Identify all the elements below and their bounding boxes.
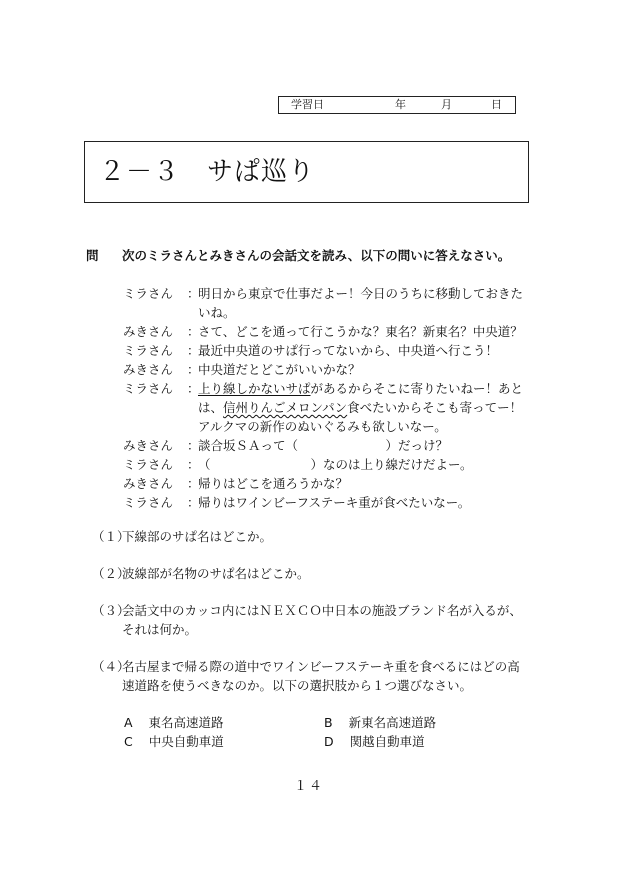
title-box (84, 141, 529, 203)
dialogue-colon: ： (187, 457, 200, 472)
dialogue-text: さて、どこを通って行こうかな？東名？新東名？中央道？ (198, 324, 523, 339)
option-label: 関越自動車道 (349, 734, 425, 749)
study-date-label: 学習日 (291, 98, 324, 111)
dialogue-speaker: みきさん (123, 324, 174, 339)
dialogue-text: 帰りはワインビーフステーキ重が食べたいなー。 (198, 495, 471, 510)
dialogue-speaker: みきさん (123, 476, 174, 491)
sub-question-text: 下線部のサぱ名はどこか。 (122, 529, 273, 544)
sub-question-number: （３） (92, 603, 130, 618)
dialogue-colon: ： (187, 324, 200, 339)
option-c (124, 732, 224, 752)
option-label: 中央自動車道 (148, 734, 224, 749)
sub-question-text: 速道路を使うべきなのか。以下の選択肢から１つ選びなさい。 (122, 678, 473, 693)
dialogue-colon: ： (187, 381, 200, 396)
dialogue-speaker: ミラさん (123, 286, 174, 301)
dialogue-text: 中央道だとどこがいいかな？ (198, 362, 361, 377)
page-number: １４ (293, 779, 324, 794)
dialogue-text: は、信州りんごメロンパン食べたいからそこも寄ってー！ (198, 400, 523, 415)
sub-question-text: それは何か。 (122, 622, 198, 637)
dialogue-colon: ： (187, 438, 200, 453)
study-date-day: 日 (491, 98, 502, 111)
option-d (324, 732, 425, 752)
question-marker: 問 (86, 248, 99, 263)
dialogue-colon: ： (187, 362, 200, 377)
dialogue-colon: ： (187, 286, 200, 301)
dialogue-text: 上り線しかないサぱがあるからそこに寄りたいねー！あと (198, 381, 524, 396)
sub-question-text: 名古屋まで帰る際の道中でワインビーフステーキ重を食べるにはどの高 (122, 659, 520, 674)
sub-question-number: （１） (92, 529, 130, 544)
dialogue-text: いね。 (198, 305, 236, 320)
option-letter: C (124, 734, 133, 749)
sub-question-number: （２） (92, 566, 130, 581)
dialogue-speaker: ミラさん (123, 381, 174, 396)
dialogue-text: アルクマの新作のぬいぐるみも欲しいなー。 (198, 419, 447, 434)
sub-question-number: （４） (92, 659, 130, 674)
dialogue-speaker: ミラさん (123, 495, 174, 510)
study-date-month: 月 (441, 98, 452, 111)
underlined-phrase: 上り線しかないサぱ (198, 381, 311, 396)
dialogue-speaker: ミラさん (123, 343, 174, 358)
option-label: 新東名高速道路 (348, 715, 437, 730)
dialogue-colon: ： (187, 343, 200, 358)
page-title: ２－３ サぱ巡り (99, 157, 316, 187)
study-date-box (278, 96, 516, 114)
option-b (324, 713, 436, 733)
dialogue-speaker: みきさん (123, 362, 174, 377)
option-letter: D (324, 734, 334, 749)
sub-question-text: 会話文中のカッコ内にはＮＥＸＣＯ中日本の施設ブランド名が入るが、 (122, 603, 522, 618)
question-instruction: 次のミラさんとみきさんの会話文を読み、以下の問いに答えなさい。 (122, 248, 511, 263)
dialogue-text: 談合坂ＳＡって（ ）だっけ？ (198, 438, 449, 453)
option-a (124, 713, 224, 733)
option-letter: A (124, 715, 133, 730)
option-letter: B (324, 715, 333, 730)
study-date-year: 年 (395, 98, 406, 111)
option-label: 東名高速道路 (148, 715, 224, 730)
dialogue-text: 帰りはどこを通ろうかな？ (198, 476, 349, 491)
dialogue-text: （ ）なのは上り線だけだよー。 (198, 457, 473, 472)
dialogue-speaker: ミラさん (123, 457, 174, 472)
dialogue-text: 最近中央道のサぱ行ってないから、中央道へ行こう！ (198, 343, 499, 358)
dialogue-colon: ： (187, 495, 200, 510)
sub-question-text: 波線部が名物のサぱ名はどこか。 (122, 566, 310, 581)
dialogue-speaker: みきさん (123, 438, 174, 453)
dialogue-colon: ： (187, 476, 200, 491)
wavy-underlined-phrase: 信州りんごメロンパン (223, 400, 348, 415)
dialogue-text: 明日から東京で仕事だよー！今日のうちに移動しておきた (198, 286, 524, 301)
